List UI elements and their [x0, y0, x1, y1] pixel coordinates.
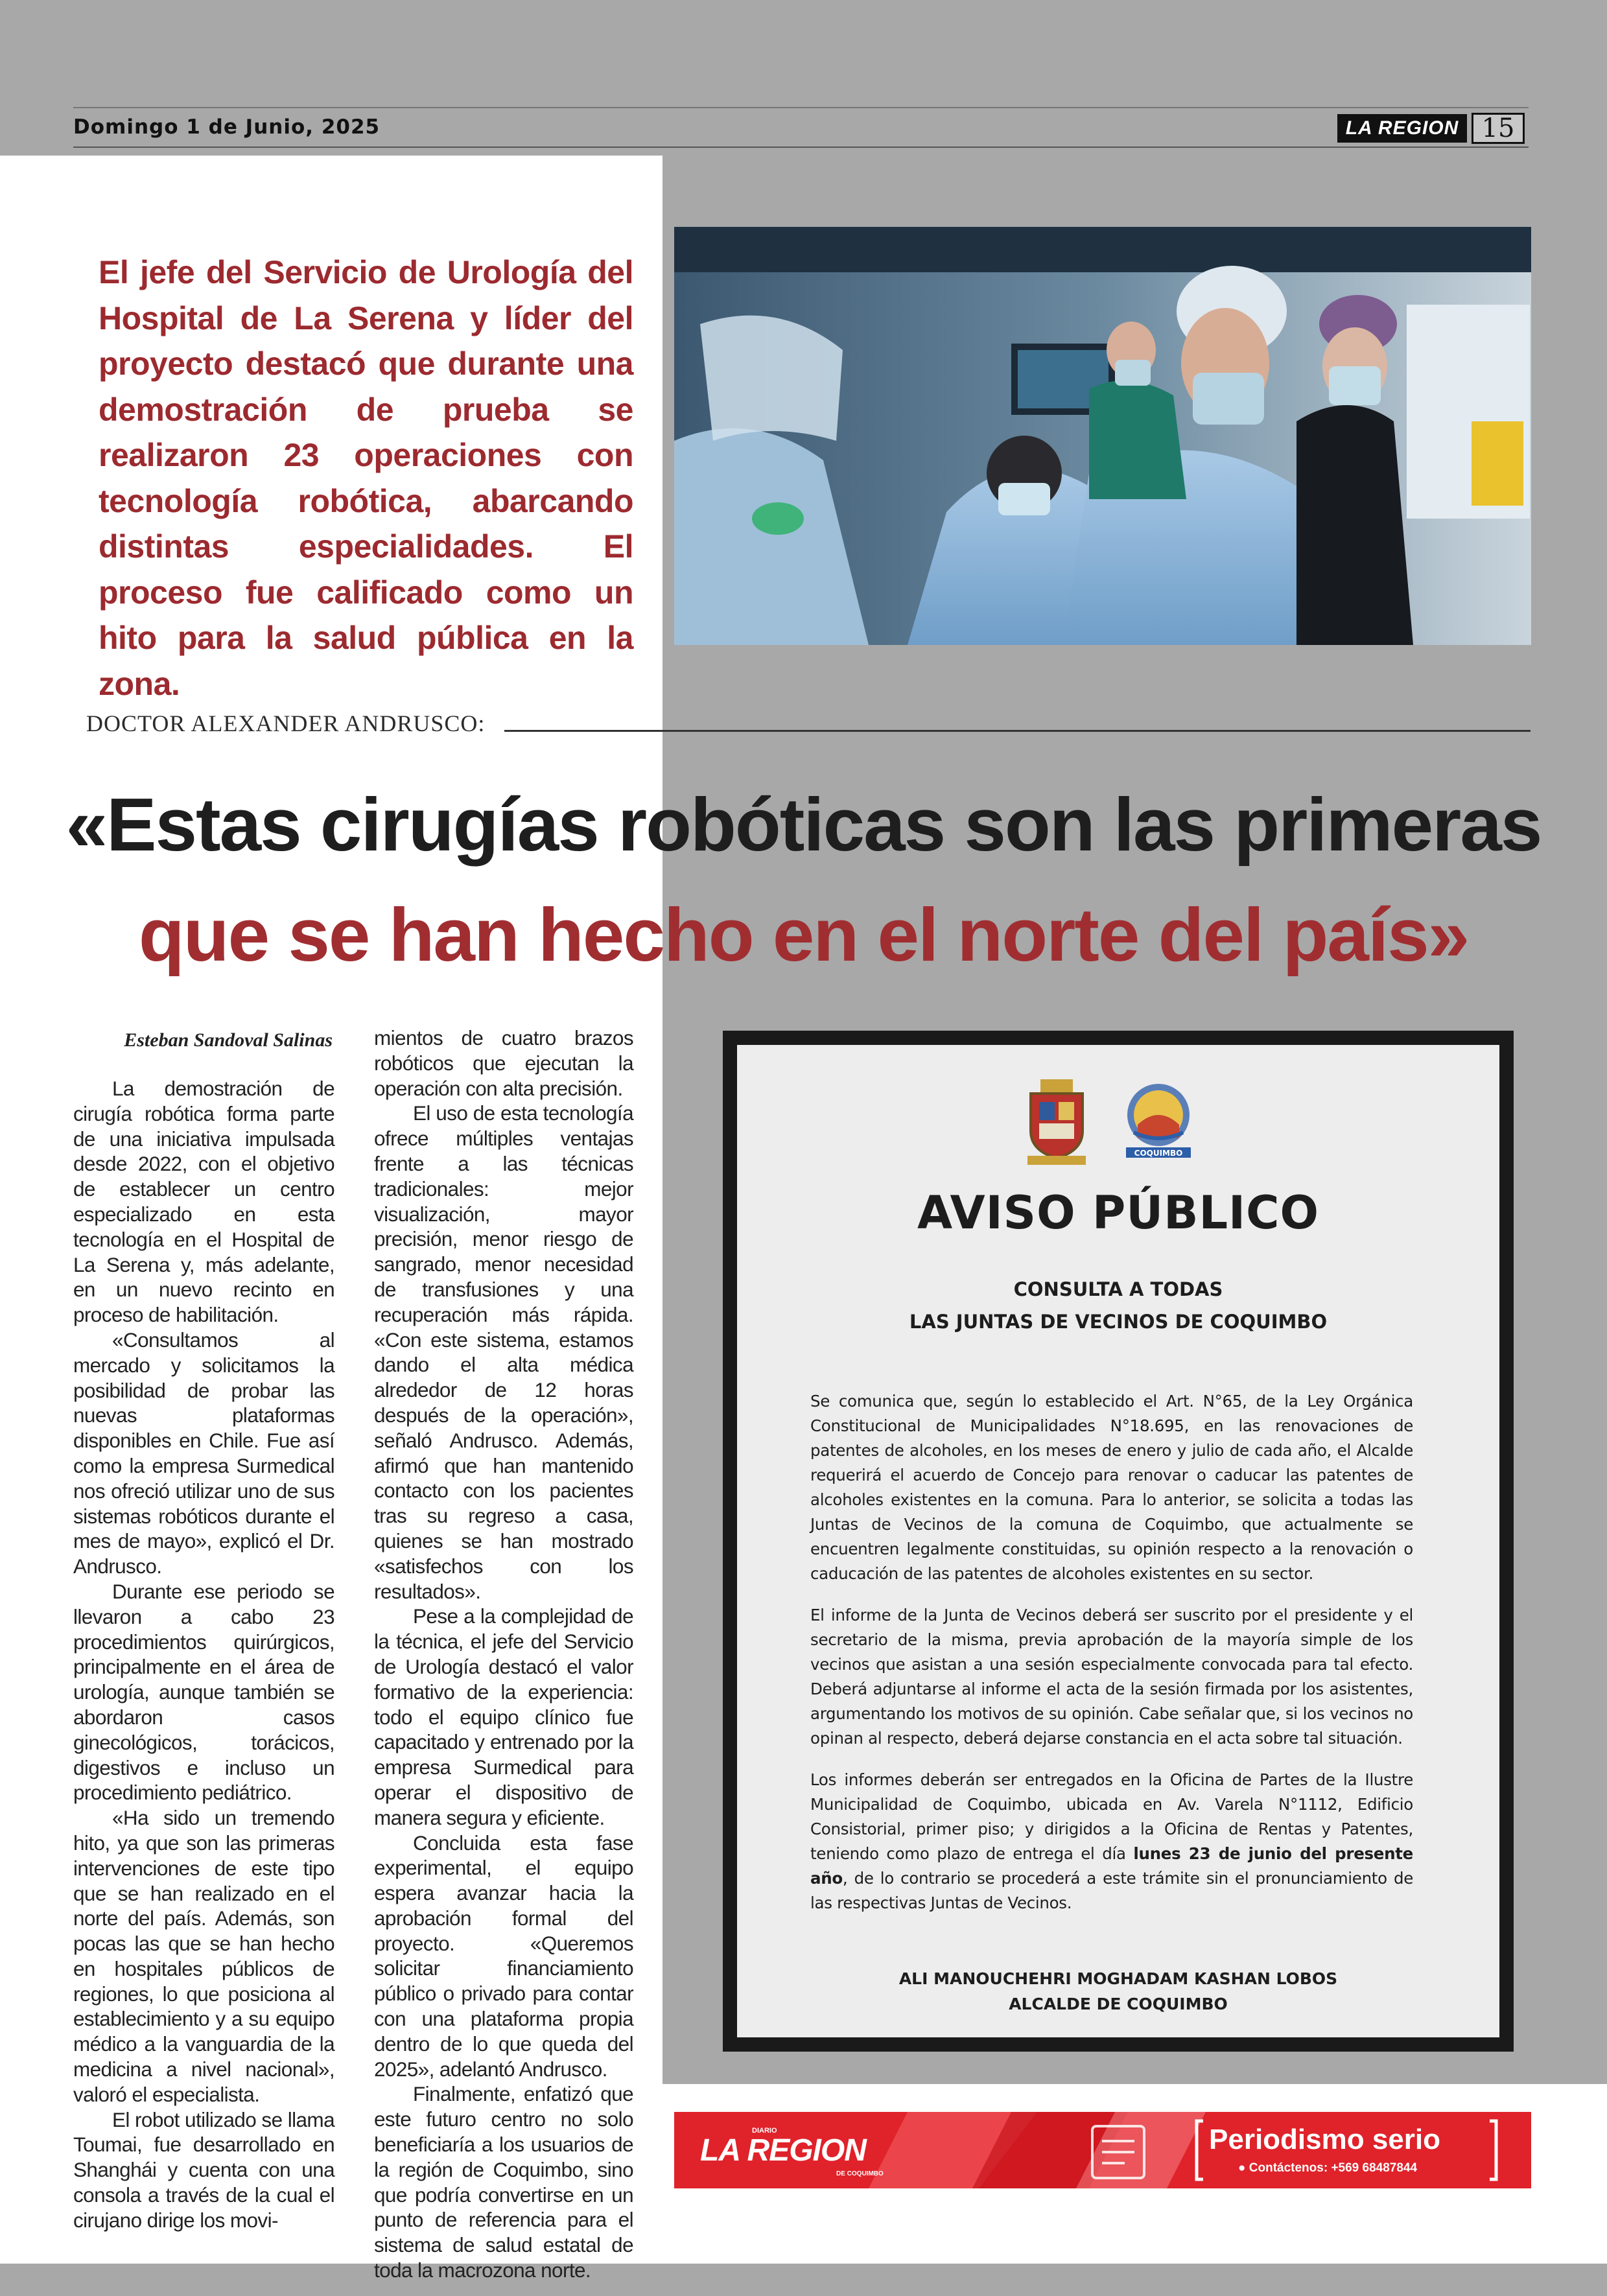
page-background [0, 2264, 1607, 2296]
notice-paragraph [810, 1768, 1413, 1915]
notice-subtitle: LAS JUNTAS DE VECINOS DE COQUIMBO [909, 1311, 1328, 1333]
paragraph: Pese a la complejidad de la técnica, el jefe del Servicio de Urología destacó el valor formativo de la experiencia: todo el equipo clínico fue capacitado y entrenado por la empresa Surmedical para operar el dispositivo de manera segura y eficiente. [374, 1604, 633, 1829]
issue-date: Domingo 1 de Junio, 2025 [73, 115, 381, 139]
byline: Esteban Sandoval Salinas [124, 1029, 333, 1051]
notice-text: , de lo contrario se procederá a este trámite sin el pronunciamiento de las respectivas Juntas de Vecinos. [810, 1869, 1413, 1912]
banner-logo: LA REGION [700, 2133, 866, 2168]
article-column-2 [374, 1025, 633, 2283]
notice-signature-name: ALI MANOUCHEHRI MOGHADAM KASHAN LOBOS [898, 1969, 1338, 1988]
page-number: 15 [1472, 113, 1525, 144]
header-divider [73, 146, 1529, 148]
kicker-divider [504, 730, 1531, 732]
notice-paragraph: Se comunica que, según lo establecido el Art. N°65, de la Ley Orgánica Constitucional de Municipalidades N°18.695, en las renovaciones de patentes de alcoholes, en los meses de enero y julio de cada año, el Alcalde requerirá el acuerdo de Concejo para renovar o caducar las patentes de alcoholes existentes en la comuna. Para lo anterior, se solicita a todas las Juntas de Vecinos de la comuna de Coquimbo, que actualmente se encuentren legalmente constituidas, su opinión respecto a la renovación o caducación de las patentes de alcoholes existentes en su sector. [810, 1392, 1413, 1583]
surgery-photo [674, 227, 1531, 645]
article-column-1 [73, 1076, 334, 2233]
article-kicker: DOCTOR ALEXANDER ANDRUSCO: [86, 710, 486, 736]
coat-of-arms-logo [1021, 1079, 1092, 1167]
notice-title: AVISO PÚBLICO [917, 1186, 1319, 1239]
newspaper-logo: LA REGION [1337, 114, 1467, 143]
paragraph: Finalmente, enfatizó que este futuro centro no solo beneficiaría a los usuarios de la región de Coquimbo, sino que podría convertirse en un punto de referencia para el sistema de salud estatal de toda la macrozona norte. [374, 2082, 633, 2282]
headline-line-1: «Estas cirugías robóticas son las primeras [65, 782, 1542, 867]
headline-line-2: que se han hecho en el norte del país» [138, 893, 1469, 977]
article-lead: El jefe del Servicio de Urología del Hospital de La Serena y líder del proyecto destacó que durante una demostración de prueba se realizaron 23 operaciones con tecnología robótica, abarcando distintas especialidades. El proceso fue calificado como un hito para la salud pública en la zona. [99, 254, 633, 702]
svg-text:COQUIMBO: COQUIMBO [1134, 1149, 1183, 1158]
notice-deadline: lunes 23 de junio del presente año [810, 1844, 1413, 1888]
paragraph: La demostración de cirugía robótica forma parte de una iniciativa impulsada desde 2022, con el objetivo de establecer un centro especializado en esta tecnología en el Hospital de La Serena y, más adelante, en un nuevo recinto en proceso de habilitación. [73, 1077, 334, 1327]
paragraph: «Consultamos al mercado y solicitamos la posibilidad de probar las nuevas plataformas disponibles en Chile. Fue así como la empresa Surmedical nos ofreció utilizar uno de sus sistemas robóticos durante el mes de mayo», explicó el Dr. Andrusco. [73, 1328, 334, 1578]
paragraph: «Ha sido un tremendo hito, ya que son las primeras intervenciones de este tipo que se han realizado en el norte del país. Además, son pocas las que se han hecho en hospitales públicos de regiones, lo que posiciona al establecimiento y a su equipo médico a la vanguardia de la medicina a nivel nacional», valoró el especialista. [73, 1806, 334, 2106]
info-icon: ● [1238, 2161, 1249, 2175]
svg-text:DIARIO: DIARIO [752, 2127, 777, 2135]
paragraph: Durante ese periodo se llevaron a cabo 23 procedimientos quirúrgicos, principalmente en el área de urología, aunque también se abordaron casos ginecológicos, torácicos, digestivos e incluso un procedimiento pediátrico. [73, 1579, 334, 1805]
notice-text: Los informes deberán ser entregados en la Oficina de Partes de la Ilustre Municipalidad de Coquimbo, ubicada en Av. Varela N°1112, Edificio Consistorial, primer piso; y dirigidos a la Oficina de Rentas y Patentes, teniendo como plazo de entrega el día [810, 1770, 1413, 1863]
paragraph: El robot utilizado se llama Toumai, fue desarrollado en Shanghái y cuenta con una consola a través de la cual el cirujano dirige los movi- [73, 2107, 334, 2232]
svg-text:DE COQUIMBO: DE COQUIMBO [836, 2170, 884, 2177]
notice-signature-title: ALCALDE DE COQUIMBO [1009, 1995, 1228, 2013]
notice-subtitle: CONSULTA A TODAS [1013, 1278, 1223, 1300]
banner-slogan: Periodismo serio [1209, 2124, 1441, 2155]
banner-contact [1238, 2161, 1417, 2175]
coquimbo-municipality-logo [1118, 1079, 1202, 1167]
header-divider [73, 107, 1529, 108]
banner-contact-text: Contáctenos: +569 68487844 [1249, 2161, 1418, 2175]
notice-paragraph: El informe de la Junta de Vecinos deberá ser suscrito por el presidente y el secretario de la misma, previa aprobación de la mayoría simple de los vecinos que asistan a una sesión especialmente convocada para tal efecto. Deberá adjuntarse al informe el acta de la sesión firmada por los asistentes, argumentando los motivos de su opinión. Cabe señalar que, si los vecinos no opinan al respecto, deberá dejarse constancia en el acta sobre tal situación. [810, 1606, 1413, 1748]
paragraph: El uso de esta tecnología ofrece múltiples ventajas frente a las técnicas tradicionales: mejor visualización, mayor precisión, menor riesgo de sangrado, menor necesidad de transfusiones y una recuperación más rápida. «Con este sistema, estamos dando el alta médica alrededor de 12 horas después de la operación», señaló Andrusco. Además, afirmó que han mantenido contacto con los pacientes tras su regreso a casa, quienes se han mostrado «satisfechos con los resultados». [374, 1101, 633, 1603]
paragraph: mientos de cuatro brazos robóticos que ejecutan la operación con alta precisión. [374, 1026, 633, 1100]
paragraph: Concluida esta fase experimental, el equipo espera avanzar hacia la aprobación formal del proyecto. «Queremos solicitar financiamiento público o privado para contar con una plataforma propia dentro de lo que queda del 2025», adelantó Andrusco. [374, 1831, 633, 2081]
